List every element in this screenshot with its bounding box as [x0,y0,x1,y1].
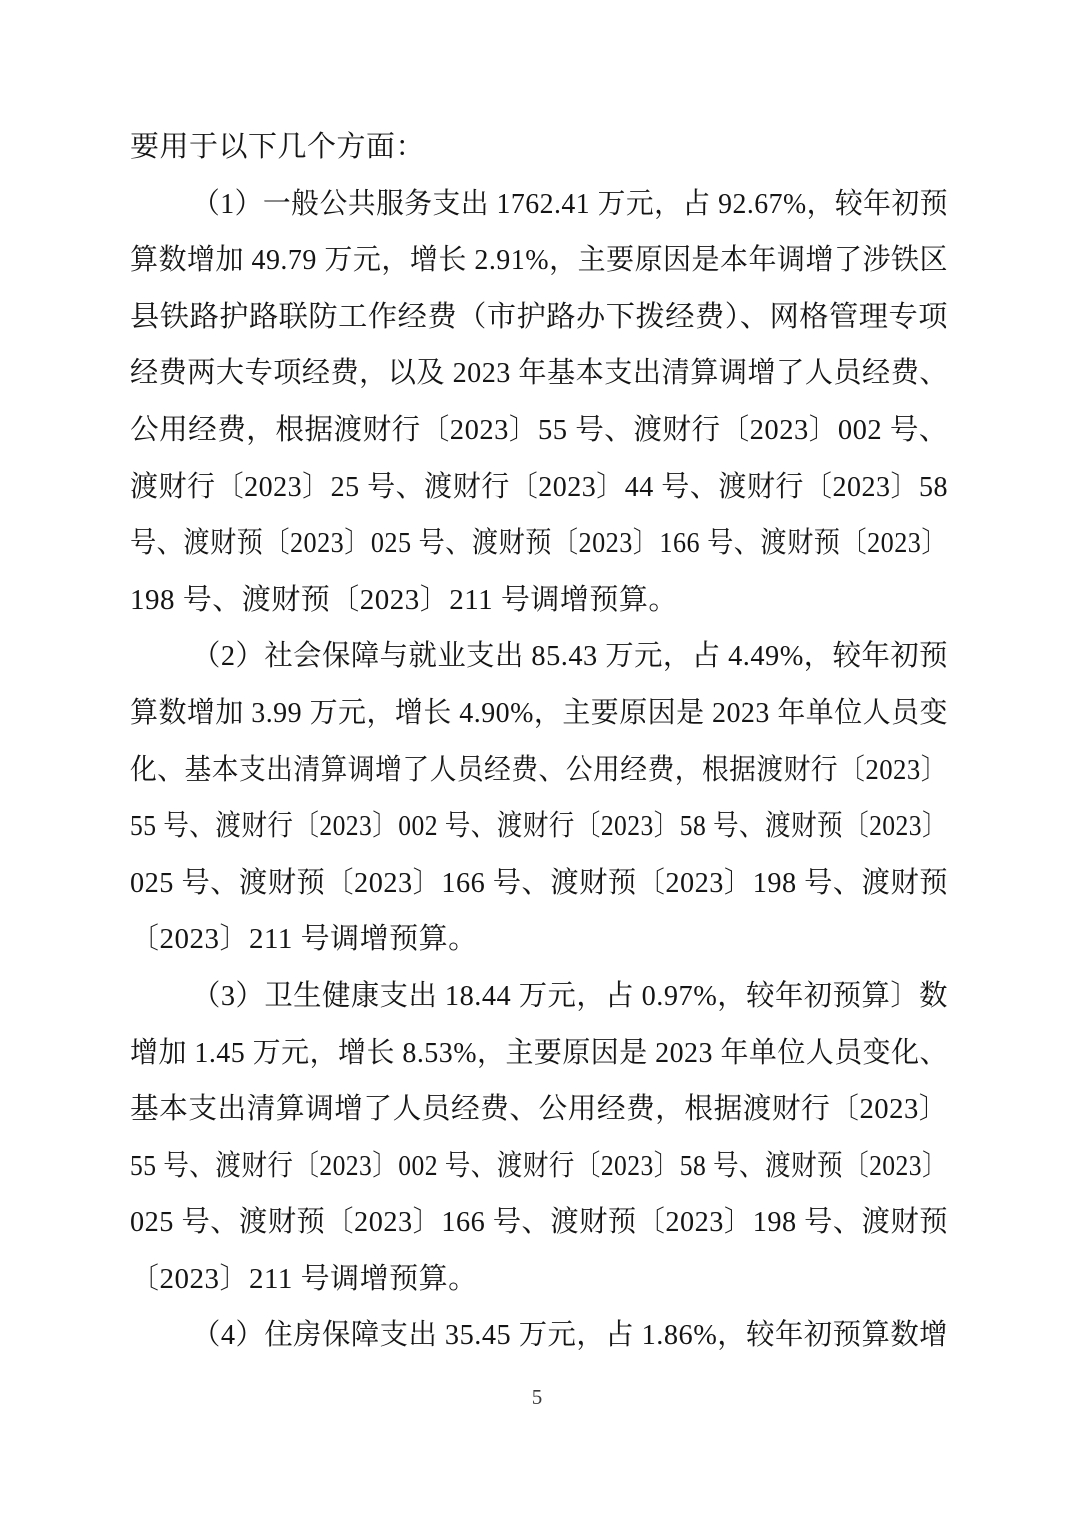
text-line-content: 55 号、渡财行〔2023〕002 号、渡财行〔2023〕58 号、渡财预〔2023〕 [130,1149,948,1182]
text-line-content: （4）住房保障支出 35.45 万元，占 1.86%，较年初预算数增 [192,1319,948,1352]
text-line [130,1081,948,1138]
text-line-content: 025 号、渡财预〔2023〕166 号、渡财预〔2023〕198 号、渡财预 [130,1206,948,1239]
text-line [130,911,948,968]
text-line [130,628,948,685]
text-line [130,119,948,176]
text-line [130,855,948,912]
text-line-content: 渡财行〔2023〕25 号、渡财行〔2023〕44 号、渡财行〔2023〕58 [130,470,948,503]
text-line [130,685,948,742]
text-line-content: 公用经费，根据渡财行〔2023〕55 号、渡财行〔2023〕002 号、 [130,413,948,446]
text-line-content: 号、渡财预〔2023〕025 号、渡财预〔2023〕166 号、渡财预〔2023〕 [130,527,948,560]
text-line [130,459,948,516]
text-line [130,572,948,629]
text-line [130,1194,948,1251]
page-footer [0,1381,1074,1413]
text-line [130,232,948,289]
text-line-content: 要用于以下几个方面： [130,131,426,163]
text-line [130,402,948,459]
text-line-content: 算数增加 3.99 万元，增长 4.90%，主要原因是 2023 年单位人员变 [130,696,948,729]
text-line [130,515,948,572]
text-line [130,1307,948,1364]
text-line-content: 基本支出清算调增了人员经费、公用经费，根据渡财行〔2023〕 [130,1093,948,1126]
text-line-content: （1）一般公共服务支出 1762.41 万元，占 92.67%，较年初预 [192,187,948,220]
text-line-content: 化、基本支出清算调增了人员经费、公用经费，根据渡财行〔2023〕 [130,753,948,786]
text-line [130,176,948,233]
text-line-content: 增加 1.45 万元，增长 8.53%，主要原因是 2023 年单位人员变化、 [130,1036,948,1069]
text-line-content: 55 号、渡财行〔2023〕002 号、渡财行〔2023〕58 号、渡财预〔2023〕 [130,810,948,843]
text-line-content: 算数增加 49.79 万元，增长 2.91%，主要原因是本年调增了涉铁区 [130,244,948,277]
document-body [130,119,948,1364]
text-line-content: 198 号、渡财预〔2023〕211 号调增预算。 [130,583,678,616]
text-line [130,798,948,855]
text-line [130,1025,948,1082]
text-line-content: 经费两大专项经费，以及 2023 年基本支出清算调增了人员经费、 [130,357,948,390]
text-line [130,1251,948,1308]
text-line-content: 县铁路护路联防工作经费（市护路办下拨经费）、网格管理专项 [130,300,948,333]
text-line [130,968,948,1025]
text-line [130,289,948,346]
text-line-content: 025 号、渡财预〔2023〕166 号、渡财预〔2023〕198 号、渡财预 [130,866,948,899]
text-line-content: （3）卫生健康支出 18.44 万元，占 0.97%，较年初预算〕数 [192,979,948,1012]
text-line [130,345,948,402]
text-line-content: 〔2023〕211 号调增预算。 [130,923,478,956]
text-line-content: （2）社会保障与就业支出 85.43 万元，占 4.49%，较年初预 [192,640,948,673]
text-line [130,742,948,799]
text-line [130,1138,948,1195]
page-number: 5 [531,1385,543,1409]
text-line-content: 〔2023〕211 号调增预算。 [130,1262,478,1295]
